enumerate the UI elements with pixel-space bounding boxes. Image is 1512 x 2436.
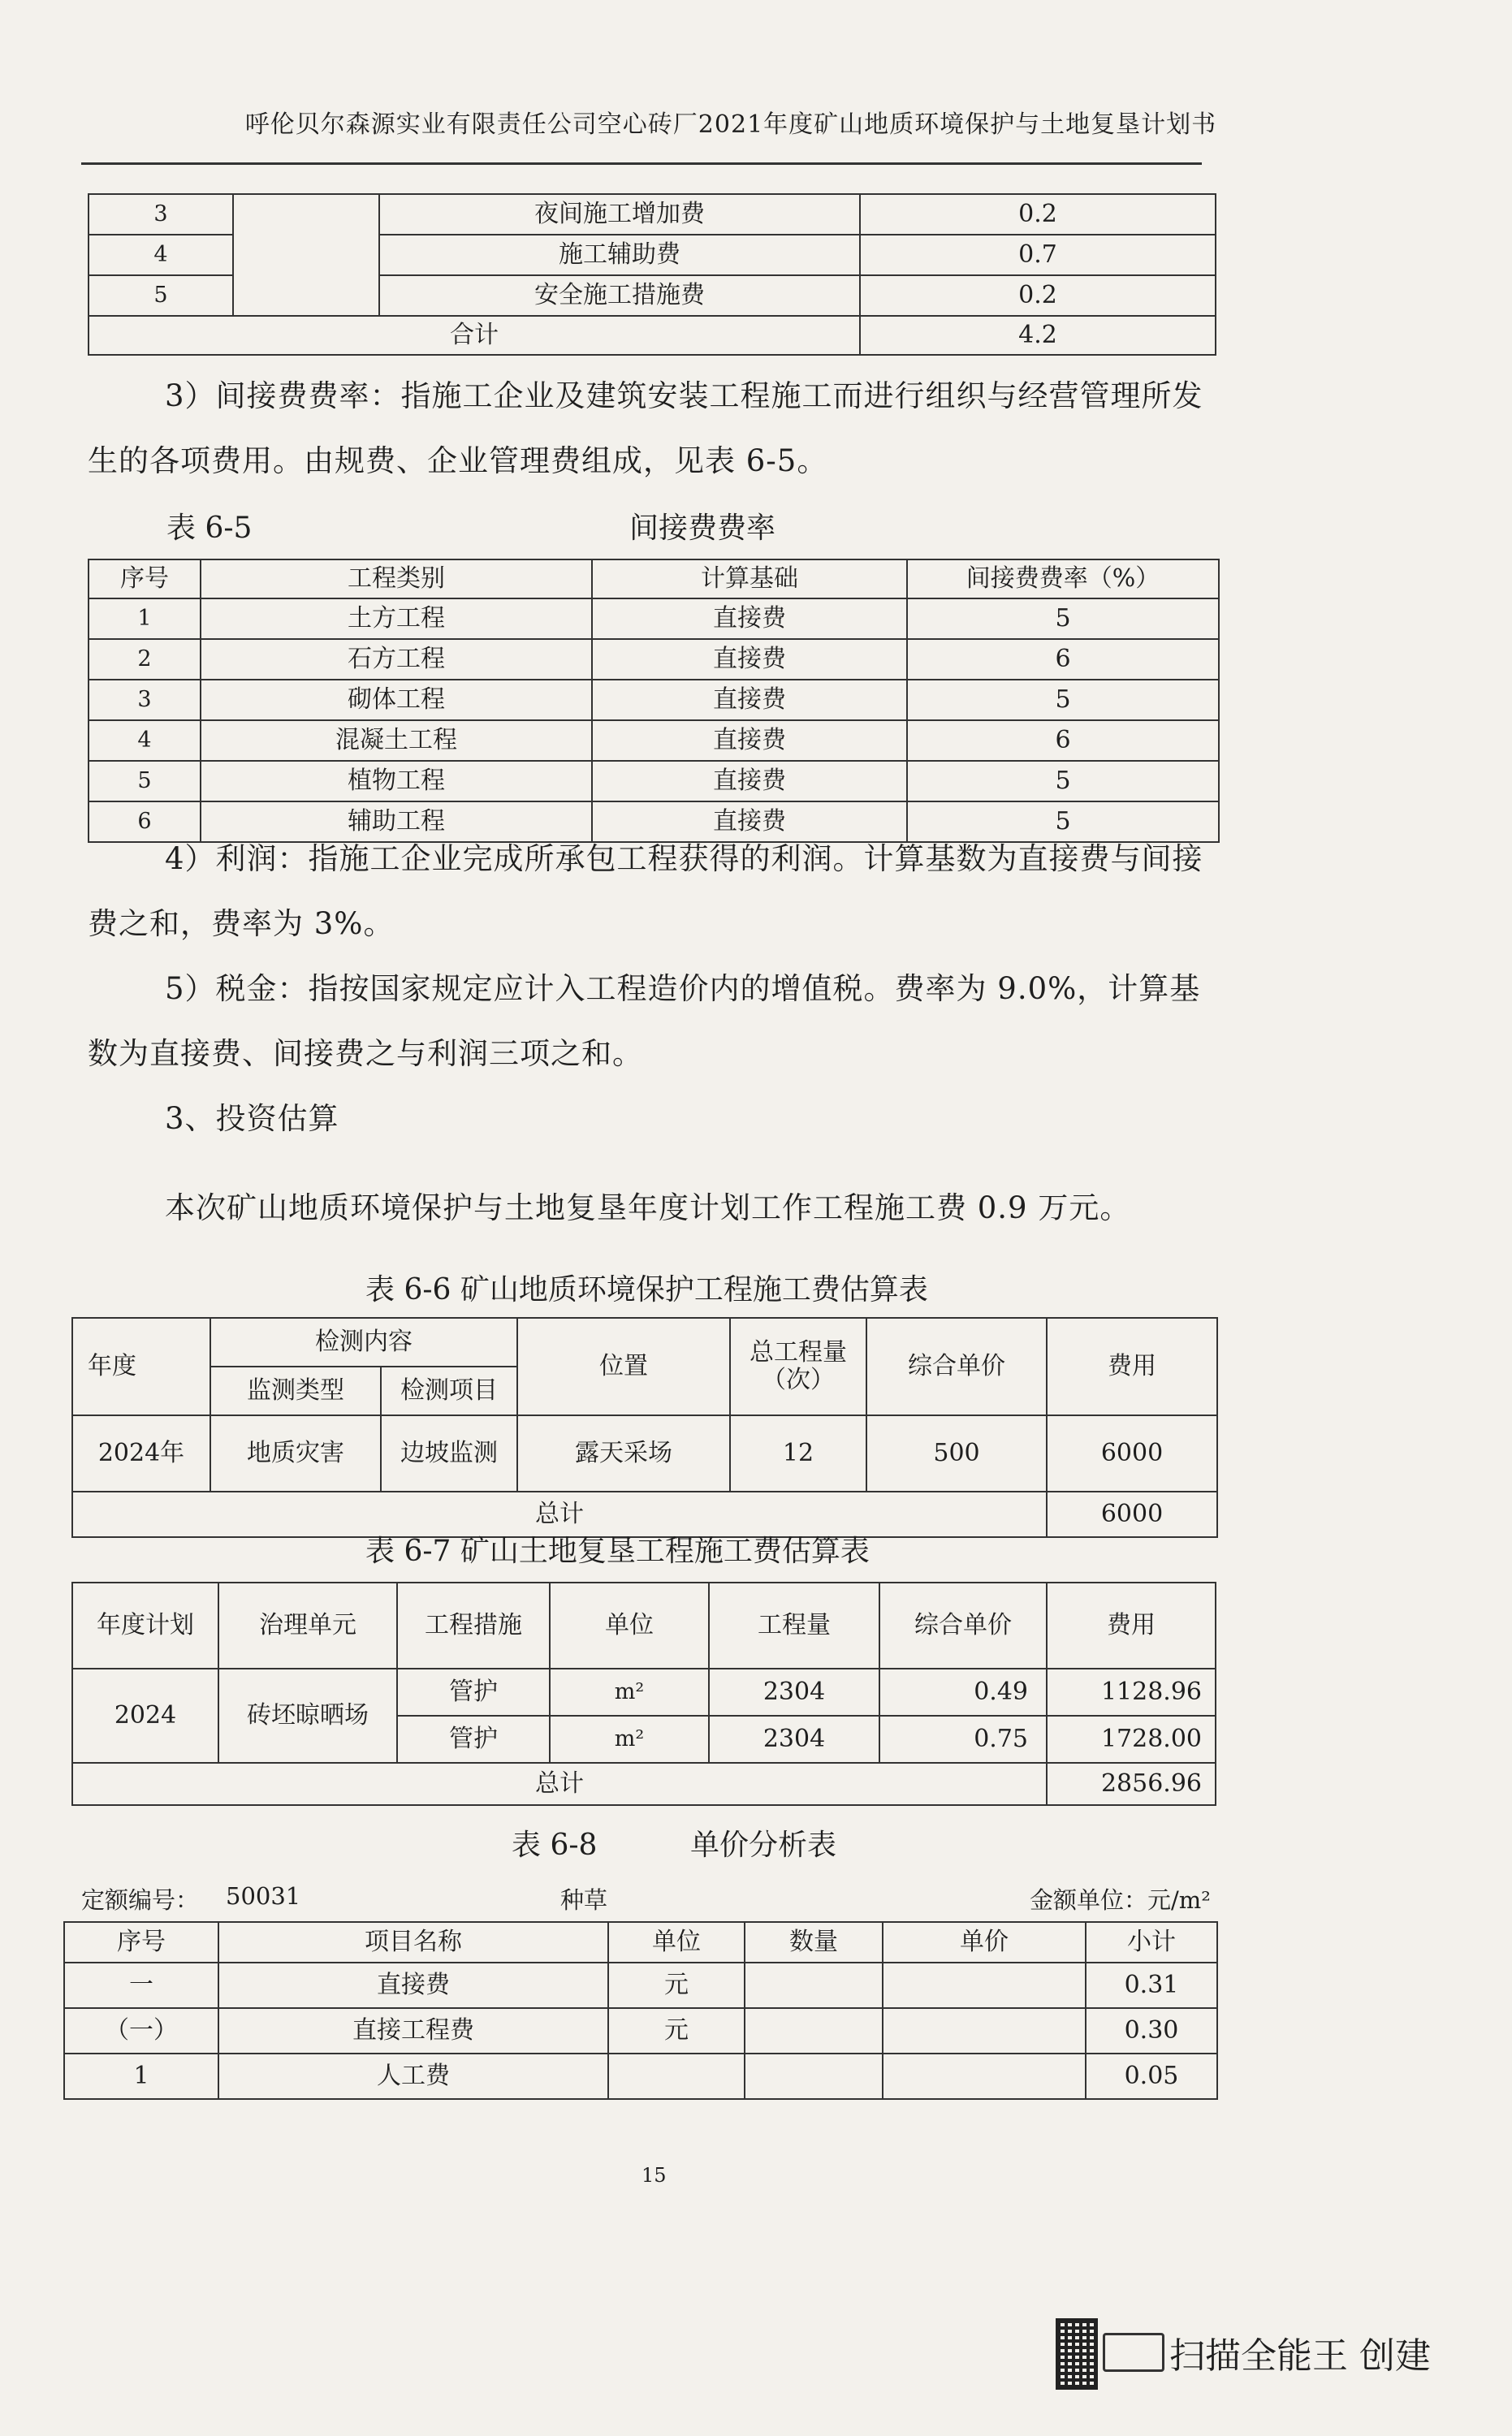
table-header-row: 序号 项目名称 单位 数量 单价 小计 (64, 1922, 1217, 1963)
table-6-5-number: 表 6-5 (166, 512, 253, 545)
table-total-row: 合计 4.2 (89, 316, 1216, 355)
table-row: 2 石方工程 直接费 6 (89, 639, 1219, 680)
table-row: 1 人工费 0.05 (64, 2054, 1217, 2099)
table-header-row: 年度 检测内容 位置 总工程量（次） 综合单价 费用 (72, 1318, 1217, 1367)
header-rule (81, 162, 1202, 165)
table-row: 3 夜间施工增加费 0.2 (89, 194, 1216, 235)
table-row: 一 直接费 元 0.31 (64, 1963, 1217, 2008)
page-header-title: 呼伦贝尔森源实业有限责任公司空心砖厂2021年度矿山地质环境保护与土地复垦计划书 (244, 110, 1217, 139)
heading-investment-estimate: 3、投资估算 (165, 1101, 339, 1136)
quota-label: 定额编号： (81, 1886, 200, 1914)
unit-price-analysis-table (63, 1921, 1218, 2100)
table-header-row: 监测类型 检测项目 (72, 1367, 1217, 1415)
table-header-row: 序号 工程类别 计算基础 间接费费率（%） (89, 559, 1219, 598)
table-row: 2024 砖坯晾晒场 管护 m² 2304 0.49 1128.96 (72, 1669, 1216, 1716)
table-row: 4 混凝土工程 直接费 6 (89, 720, 1219, 761)
amount-unit: 金额单位：元/m² (1030, 1886, 1211, 1914)
table-row: 3 砌体工程 直接费 5 (89, 680, 1219, 720)
table-row: 1 土方工程 直接费 5 (89, 598, 1219, 639)
table-6-5-title: 间接费费率 (629, 512, 776, 545)
scanner-watermark-text: 扫描全能王 创建 (1169, 2335, 1431, 2377)
table-6-8-title: 单价分析表 (690, 1829, 837, 1862)
table-total-row: 总计 6000 (72, 1492, 1217, 1537)
item-name: 种草 (560, 1886, 608, 1914)
table-6-8-number: 表 6-8 (512, 1829, 598, 1862)
scanner-watermark (1056, 2310, 1445, 2399)
table-6-7-caption: 表 6-7 矿山土地复垦工程施工费估算表 (365, 1535, 870, 1568)
table-row: （一） 直接工程费 元 0.30 (64, 2008, 1217, 2054)
page-number: 15 (642, 2164, 667, 2187)
table-row: 6 辅助工程 直接费 5 (89, 801, 1219, 842)
table-row: 4 施工辅助费 0.7 (89, 235, 1216, 275)
top-cost-table (88, 193, 1216, 356)
paragraph-indirect-cost: 3）间接费费率：指施工企业及建筑安装工程施工而进行组织与经营管理所发生的各项费用。由规费、企业管理费组成，见表 6-5。 (88, 378, 1203, 478)
paragraph-estimate: 本次矿山地质环境保护与土地复垦年度计划工作工程施工费 0.9 万元。 (165, 1190, 1131, 1225)
land-reclamation-cost-table (71, 1582, 1216, 1806)
qr-code-icon (1056, 2318, 1098, 2390)
table-row: 管护 m² 2304 0.75 1728.00 (72, 1716, 1216, 1763)
table-row: 5 安全施工措施费 0.2 (89, 275, 1216, 316)
scanner-logo-icon (1103, 2333, 1164, 2372)
indirect-rate-table (88, 559, 1220, 843)
table-row: 2024年 地质灾害 边坡监测 露天采场 12 500 6000 (72, 1415, 1217, 1492)
paragraph-tax: 5）税金：指按国家规定应计入工程造价内的增值税。费率为 9.0%，计算基数为直接费、间接费之与利润三项之和。 (88, 971, 1201, 1071)
paragraph-profit: 4）利润：指施工企业完成所承包工程获得的利润。计算基数为直接费与间接费之和，费率为 3%。 (88, 841, 1203, 941)
table-row: 5 植物工程 直接费 5 (89, 761, 1219, 801)
table-header-row: 年度计划 治理单元 工程措施 单位 工程量 综合单价 费用 (72, 1583, 1216, 1669)
geo-environment-cost-table (71, 1317, 1218, 1538)
quota-number: 50031 (226, 1882, 301, 1910)
table-total-row: 总计 2856.96 (72, 1763, 1216, 1805)
table-6-6-caption: 表 6-6 矿山地质环境保护工程施工费估算表 (365, 1273, 928, 1307)
